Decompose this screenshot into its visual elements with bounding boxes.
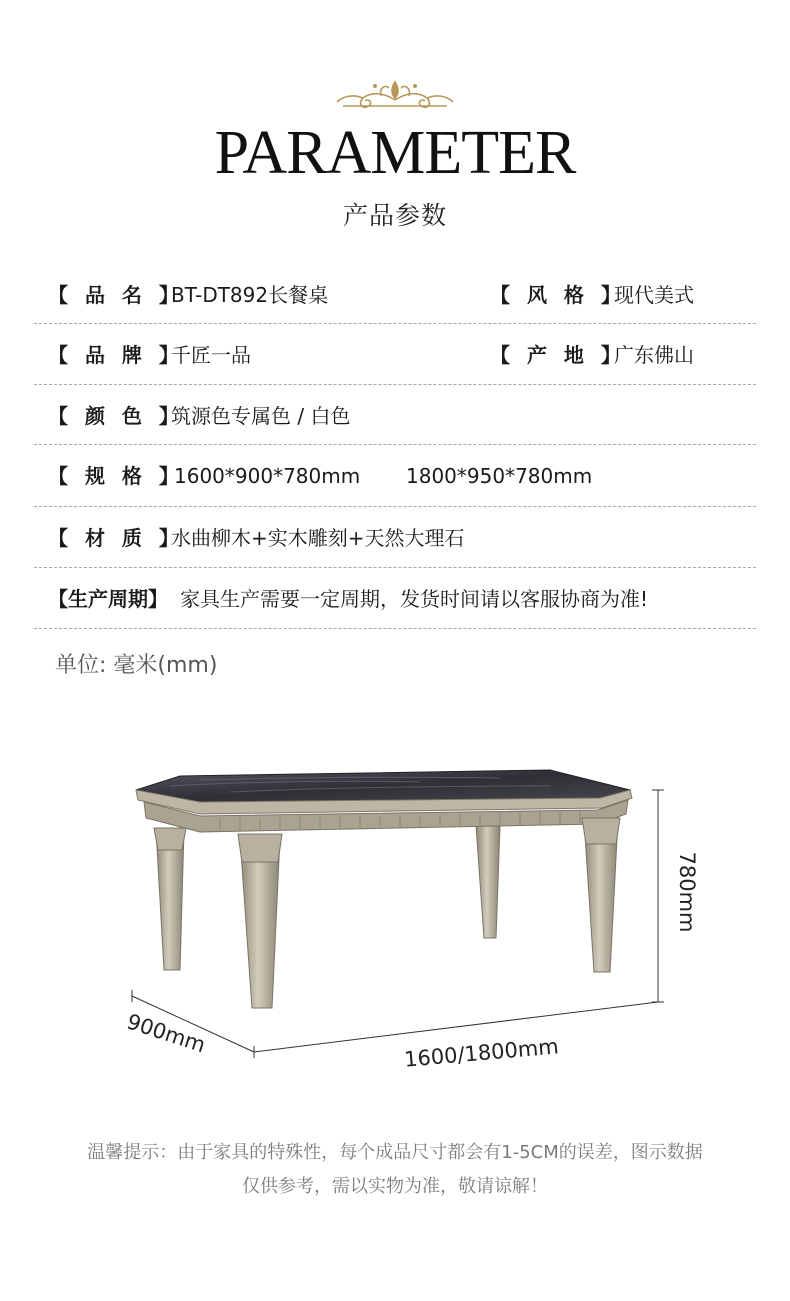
gold-ornament-icon [333,78,457,112]
param-row-material [34,507,756,568]
param-row-brand-origin [34,324,756,385]
note-line-2: 仅供参考，需以实物为准，敬请谅解！ [242,1176,548,1197]
brand-value: 千匠一品 [171,343,251,367]
dining-table-image [136,770,632,1008]
size-value-2: 1800*950*780mm [406,464,593,488]
page-subtitle: 产品参数 [342,201,447,230]
length-dimension-label: 1600/1800mm [403,1034,560,1072]
color-label: 【 颜 色 】 [48,404,184,428]
param-row-cycle [34,568,756,629]
depth-dimension-label: 900mm [123,1009,209,1058]
name-value: BT-DT892长餐桌 [171,283,329,307]
warm-tip-note [0,1136,790,1204]
param-row-color [34,385,756,445]
origin-label: 【 产 地 】 [490,343,626,367]
param-row-name-style [34,264,756,324]
style-label: 【 风 格 】 [490,283,626,307]
parameter-table [34,264,756,629]
cycle-value: 家具生产需要一定周期，发货时间请以客服协商为准! [180,587,649,611]
origin-value: 广东佛山 [614,343,694,367]
size-value-1: 1600*900*780mm [174,464,361,488]
param-row-size [34,445,756,507]
material-value: 水曲柳木+实木雕刻+天然大理石 [171,526,465,550]
size-label: 【 规 格 】 [48,464,184,488]
cycle-label: 【生产周期】 [48,587,168,611]
style-value: 现代美式 [614,283,694,307]
height-dimension-label: 780mm [675,851,699,933]
name-label: 【 品 名 】 [48,283,184,307]
unit-label: 单位: 毫米(mm) [55,653,218,678]
note-line-1: 温馨提示：由于家具的特殊性，每个成品尺寸都会有1-5CM的误差，图示数据 [87,1142,703,1163]
color-value: 筑源色专属色 / 白色 [171,404,351,428]
material-label: 【 材 质 】 [48,526,184,550]
brand-label: 【 品 牌 】 [48,343,184,367]
page-title: PARAMETER [214,119,576,187]
table-dimension-drawing [80,690,700,1110]
